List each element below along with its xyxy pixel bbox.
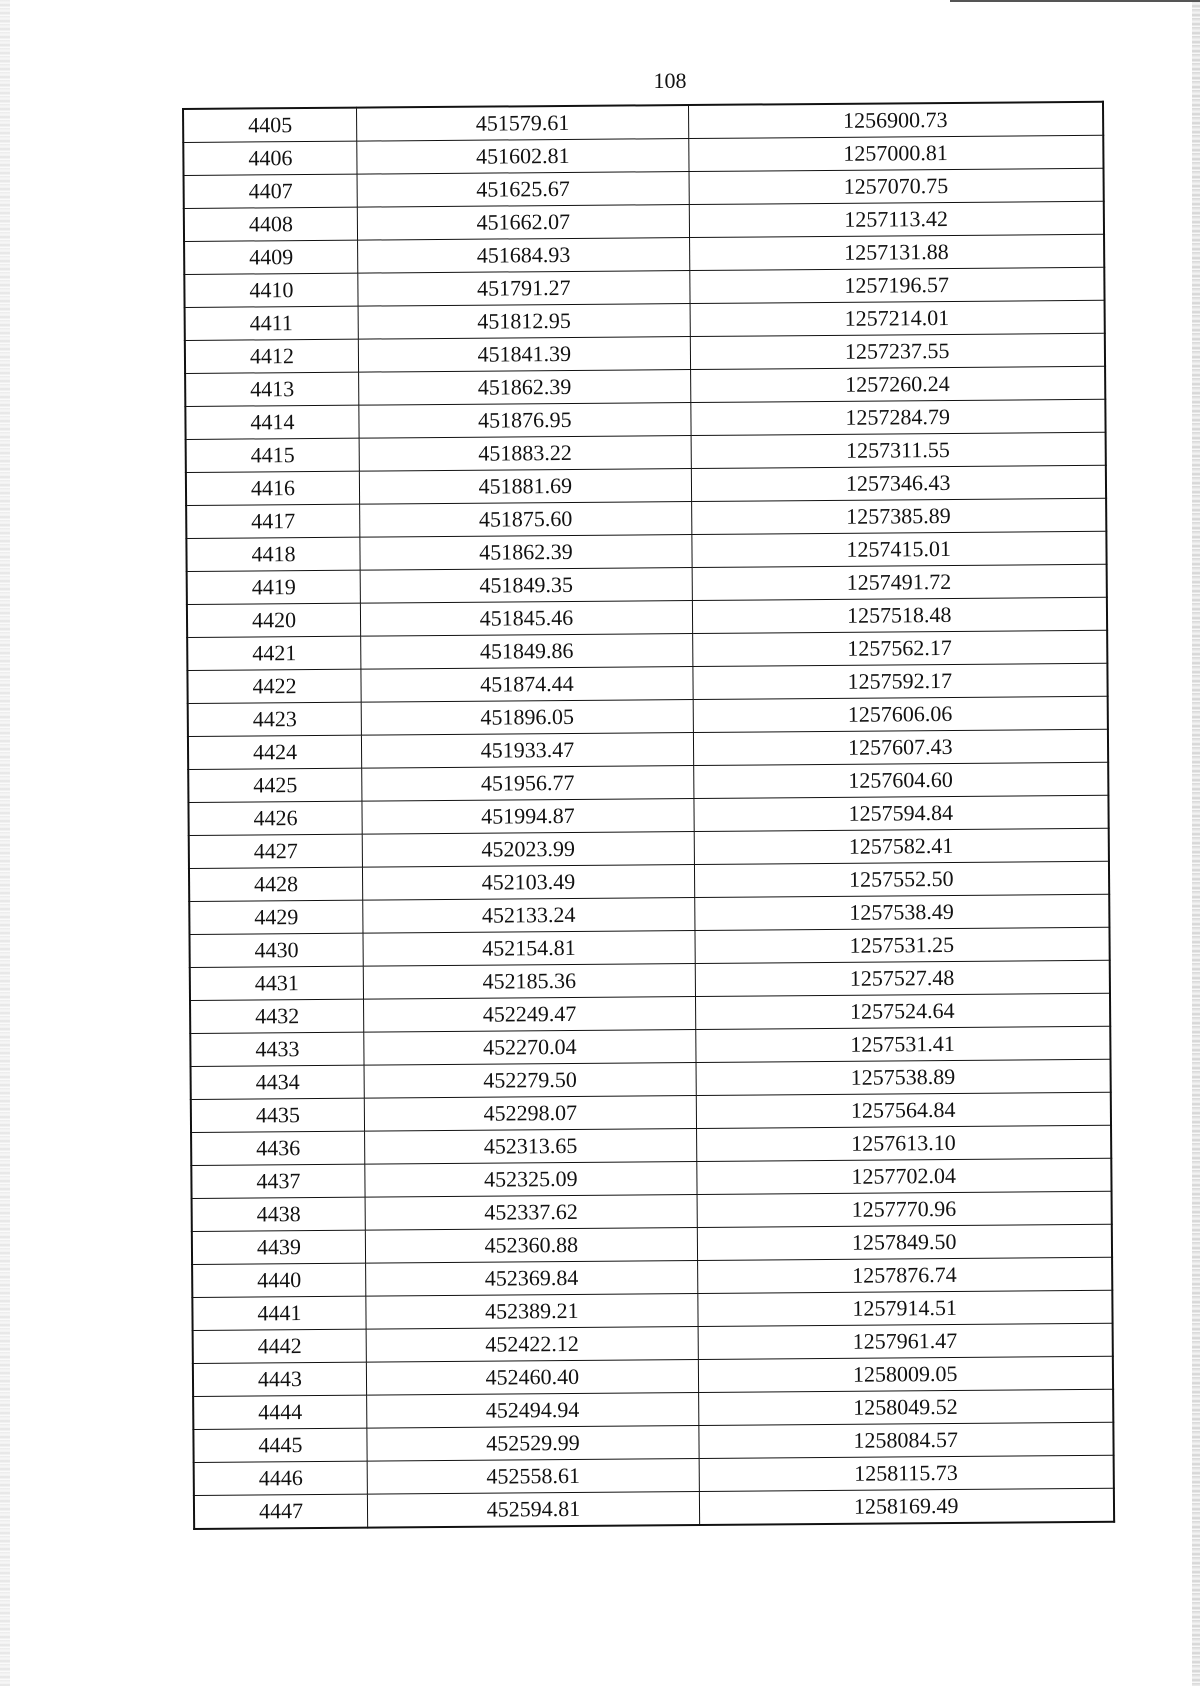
x-coordinate-cell: 451684.93	[358, 238, 689, 274]
y-coordinate-cell: 1257531.25	[694, 927, 1109, 963]
x-coordinate-cell: 451874.44	[361, 667, 692, 703]
x-coordinate-cell: 452270.04	[364, 1029, 695, 1065]
y-coordinate-cell: 1257000.81	[688, 135, 1103, 171]
y-coordinate-cell: 1257702.04	[696, 1158, 1111, 1194]
y-coordinate-cell: 1257770.96	[697, 1191, 1112, 1227]
point-id-cell: 4424	[188, 735, 362, 769]
point-id-cell: 4412	[185, 339, 359, 373]
point-id-cell: 4416	[186, 471, 360, 505]
y-coordinate-cell: 1258084.57	[698, 1422, 1113, 1458]
y-coordinate-cell: 1257131.88	[689, 234, 1104, 270]
x-coordinate-cell: 452154.81	[363, 931, 694, 967]
y-coordinate-cell: 1257914.51	[697, 1290, 1112, 1326]
x-coordinate-cell: 452313.65	[365, 1128, 696, 1164]
x-coordinate-cell: 451896.05	[361, 700, 692, 736]
point-id-cell: 4441	[192, 1296, 366, 1330]
x-coordinate-cell: 452103.49	[363, 865, 694, 901]
point-id-cell: 4410	[184, 273, 358, 307]
point-id-cell: 4438	[192, 1197, 366, 1231]
point-id-cell: 4440	[192, 1263, 366, 1297]
y-coordinate-cell: 1257518.48	[692, 597, 1107, 633]
x-coordinate-cell: 451883.22	[359, 436, 690, 472]
y-coordinate-cell: 1257113.42	[689, 201, 1104, 237]
point-id-cell: 4429	[189, 900, 363, 934]
page-number: 108	[653, 68, 687, 93]
point-id-cell: 4405	[183, 108, 357, 143]
x-coordinate-cell: 452298.07	[365, 1095, 696, 1131]
point-id-cell: 4414	[185, 405, 359, 439]
x-coordinate-cell: 451602.81	[357, 139, 688, 175]
y-coordinate-cell: 1257527.48	[695, 960, 1110, 996]
point-id-cell: 4406	[183, 141, 357, 175]
y-coordinate-cell: 1257284.79	[690, 399, 1105, 435]
y-coordinate-cell: 1257613.10	[696, 1125, 1111, 1161]
y-coordinate-cell: 1257346.43	[691, 465, 1106, 501]
x-coordinate-cell: 451994.87	[362, 799, 693, 835]
y-coordinate-cell: 1257538.89	[696, 1059, 1111, 1095]
point-id-cell: 4435	[191, 1098, 365, 1132]
point-id-cell: 4421	[187, 636, 361, 670]
y-coordinate-cell: 1257607.43	[693, 729, 1108, 765]
y-coordinate-cell: 1257237.55	[690, 333, 1105, 369]
x-coordinate-cell: 452369.84	[366, 1260, 697, 1296]
x-coordinate-cell: 452023.99	[362, 832, 693, 868]
point-id-cell: 4431	[190, 966, 364, 1000]
x-coordinate-cell: 452133.24	[363, 898, 694, 934]
point-id-cell: 4433	[190, 1032, 364, 1066]
x-coordinate-cell: 452594.81	[368, 1491, 699, 1527]
x-coordinate-cell: 451662.07	[358, 205, 689, 241]
y-coordinate-cell: 1257415.01	[691, 531, 1106, 567]
y-coordinate-cell: 1257214.01	[690, 300, 1105, 336]
point-id-cell: 4418	[186, 537, 360, 571]
point-id-cell: 4447	[194, 1494, 368, 1529]
x-coordinate-cell: 451862.39	[360, 535, 691, 571]
point-id-cell: 4423	[188, 702, 362, 736]
y-coordinate-cell: 1257592.17	[692, 663, 1107, 699]
x-coordinate-cell: 451791.27	[358, 271, 689, 307]
y-coordinate-cell: 1257562.17	[692, 630, 1107, 666]
y-coordinate-cell: 1257564.84	[696, 1092, 1111, 1128]
point-id-cell: 4437	[191, 1164, 365, 1198]
point-id-cell: 4445	[193, 1428, 367, 1462]
x-coordinate-cell: 452185.36	[364, 963, 695, 999]
point-id-cell: 4407	[184, 174, 358, 208]
table-body	[183, 102, 1114, 1529]
coordinate-table	[182, 101, 1115, 1530]
x-coordinate-cell: 451845.46	[361, 601, 692, 637]
point-id-cell: 4446	[194, 1461, 368, 1495]
x-coordinate-cell: 452337.62	[365, 1194, 696, 1230]
y-coordinate-cell: 1257961.47	[698, 1323, 1113, 1359]
x-coordinate-cell: 452249.47	[364, 996, 695, 1032]
point-id-cell: 4436	[191, 1131, 365, 1165]
x-coordinate-cell: 452494.94	[367, 1392, 698, 1428]
point-id-cell: 4444	[193, 1395, 367, 1429]
x-coordinate-cell: 451956.77	[362, 766, 693, 802]
y-coordinate-cell: 1257196.57	[689, 267, 1104, 303]
table-row	[194, 1488, 1114, 1529]
y-coordinate-cell: 1258169.49	[699, 1488, 1114, 1525]
x-coordinate-cell: 452529.99	[367, 1425, 698, 1461]
y-coordinate-cell: 1257876.74	[697, 1257, 1112, 1293]
y-coordinate-cell: 1258049.52	[698, 1389, 1113, 1425]
point-id-cell: 4426	[188, 801, 362, 835]
point-id-cell: 4430	[189, 933, 363, 967]
point-id-cell: 4419	[187, 570, 361, 604]
y-coordinate-cell: 1257849.50	[697, 1224, 1112, 1260]
x-coordinate-cell: 451881.69	[360, 469, 691, 505]
y-coordinate-cell: 1258115.73	[699, 1455, 1114, 1491]
point-id-cell: 4425	[188, 768, 362, 802]
point-id-cell: 4428	[189, 867, 363, 901]
point-id-cell: 4411	[185, 306, 359, 340]
x-coordinate-cell: 451849.86	[361, 634, 692, 670]
y-coordinate-cell: 1257385.89	[691, 498, 1106, 534]
scan-edge-left	[0, 0, 10, 1686]
point-id-cell: 4415	[186, 438, 360, 472]
point-id-cell: 4413	[185, 372, 359, 406]
x-coordinate-cell: 451625.67	[357, 172, 688, 208]
point-id-cell: 4442	[193, 1329, 367, 1363]
y-coordinate-cell: 1257538.49	[694, 894, 1109, 930]
y-coordinate-cell: 1258009.05	[698, 1356, 1113, 1392]
point-id-cell: 4417	[186, 504, 360, 538]
point-id-cell: 4434	[191, 1065, 365, 1099]
point-id-cell: 4422	[187, 669, 361, 703]
y-coordinate-cell: 1257311.55	[691, 432, 1106, 468]
x-coordinate-cell: 451849.35	[360, 568, 691, 604]
point-id-cell: 4420	[187, 603, 361, 637]
point-id-cell: 4439	[192, 1230, 366, 1264]
point-id-cell: 4432	[190, 999, 364, 1033]
x-coordinate-cell: 452325.09	[365, 1161, 696, 1197]
x-coordinate-cell: 452558.61	[367, 1458, 698, 1494]
x-coordinate-cell: 451862.39	[359, 370, 690, 406]
y-coordinate-cell: 1257260.24	[690, 366, 1105, 402]
point-id-cell: 4443	[193, 1362, 367, 1396]
y-coordinate-cell: 1257594.84	[693, 795, 1108, 831]
x-coordinate-cell: 452389.21	[366, 1293, 697, 1329]
point-id-cell: 4408	[184, 207, 358, 241]
point-id-cell: 4427	[189, 834, 363, 868]
y-coordinate-cell: 1257604.60	[693, 762, 1108, 798]
y-coordinate-cell: 1257552.50	[694, 861, 1109, 897]
scan-edge-right	[1192, 0, 1200, 1686]
x-coordinate-cell: 451841.39	[359, 337, 690, 373]
y-coordinate-cell: 1257582.41	[694, 828, 1109, 864]
x-coordinate-cell: 451876.95	[359, 403, 690, 439]
y-coordinate-cell: 1257491.72	[692, 564, 1107, 600]
y-coordinate-cell: 1257531.41	[695, 1026, 1110, 1062]
x-coordinate-cell: 452460.40	[367, 1359, 698, 1395]
x-coordinate-cell: 451875.60	[360, 502, 691, 538]
point-id-cell: 4409	[184, 240, 358, 274]
y-coordinate-cell: 1257070.75	[689, 168, 1104, 204]
x-coordinate-cell: 452279.50	[364, 1062, 695, 1098]
top-rule	[950, 0, 1200, 2]
y-coordinate-cell: 1257524.64	[695, 993, 1110, 1029]
x-coordinate-cell: 452422.12	[366, 1326, 697, 1362]
x-coordinate-cell: 452360.88	[366, 1227, 697, 1263]
y-coordinate-cell: 1257606.06	[693, 696, 1108, 732]
x-coordinate-cell: 451812.95	[358, 304, 689, 340]
x-coordinate-cell: 451933.47	[362, 733, 693, 769]
y-coordinate-cell: 1256900.73	[688, 102, 1103, 139]
x-coordinate-cell: 451579.61	[357, 105, 688, 141]
